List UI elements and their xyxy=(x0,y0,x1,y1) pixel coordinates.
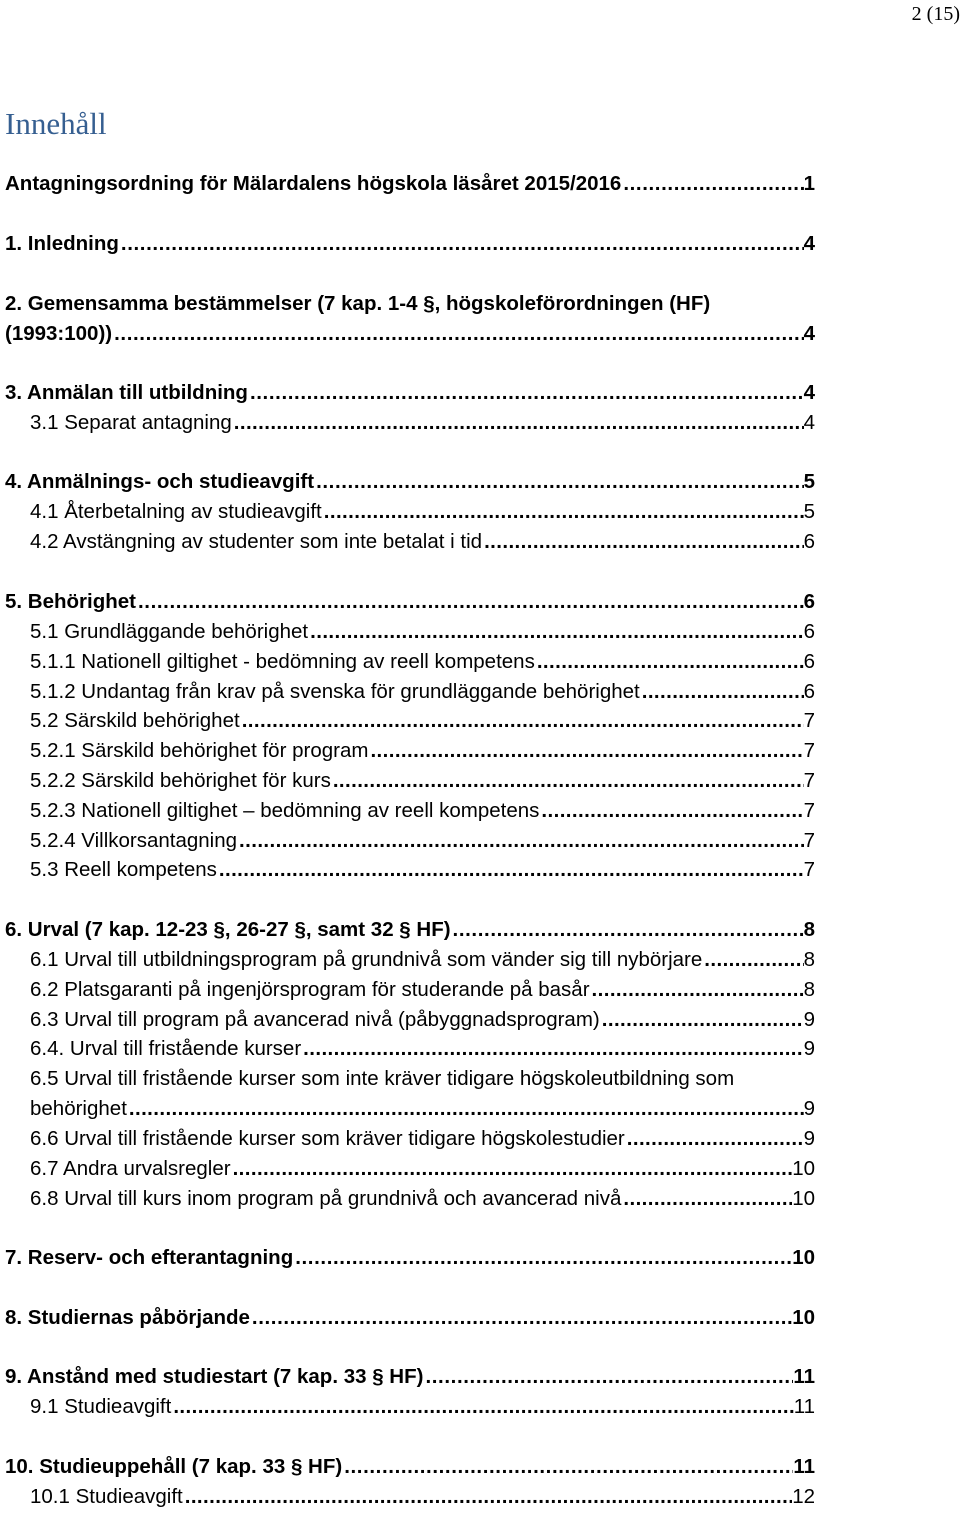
toc-entry-page: 6 xyxy=(803,620,815,643)
toc-dot-leader xyxy=(136,587,804,617)
toc-entry[interactable] xyxy=(0,1392,960,1422)
toc-entry-page: 4 xyxy=(803,322,815,345)
toc-entry-page: 11 xyxy=(793,1395,815,1418)
toc-entry[interactable] xyxy=(0,855,960,885)
toc-entry[interactable] xyxy=(0,1154,960,1184)
toc-entry-title: 7. Reserv- och efterantagning xyxy=(5,1246,294,1269)
toc-dot-leader xyxy=(331,766,804,796)
toc-entry-page: 7 xyxy=(803,769,815,792)
toc-entry-title: 4.2 Avstängning av studenter som inte betalat i tid xyxy=(30,530,483,553)
toc-entry[interactable] xyxy=(0,796,960,826)
page-number: 2 (15) xyxy=(911,3,960,25)
toc-entry[interactable] xyxy=(0,1064,960,1094)
toc-entry-page: 6 xyxy=(803,680,815,703)
toc-entry-page: 7 xyxy=(803,709,815,732)
toc-entry[interactable] xyxy=(0,1005,960,1035)
toc-entry[interactable] xyxy=(0,766,960,796)
toc-dot-leader xyxy=(250,1303,792,1333)
toc-entry-page: 4 xyxy=(803,232,815,255)
toc-entry-page: 6 xyxy=(803,530,815,553)
toc-entry-page: 12 xyxy=(792,1485,815,1508)
toc-entry-title: 5.2 Särskild behörighet xyxy=(30,709,240,732)
toc-entry-title: 6.7 Andra urvalsregler xyxy=(30,1157,231,1180)
toc-entry[interactable] xyxy=(0,527,960,557)
toc-entry-title: 5.1 Grundläggande behörighet xyxy=(30,620,309,643)
toc-entry-page: 9 xyxy=(803,1127,815,1150)
toc-entry-page: 4 xyxy=(803,411,815,434)
toc-dot-leader xyxy=(423,1362,793,1392)
toc-entry-page: 11 xyxy=(793,1365,815,1388)
toc-entry-page: 11 xyxy=(793,1455,815,1478)
toc-entry[interactable] xyxy=(0,289,960,319)
toc-entry[interactable] xyxy=(0,408,960,438)
toc-entry[interactable] xyxy=(0,229,960,259)
toc-entry-title: 6.8 Urval till kurs inom program på grundnivå och avancerad nivå xyxy=(30,1187,622,1210)
toc-dot-leader xyxy=(248,378,804,408)
toc-entry-title: 9. Anstånd med studiestart (7 kap. 33 § HF) xyxy=(5,1365,424,1388)
toc-entry-title: 9.1 Studieavgift xyxy=(30,1395,172,1418)
toc-entry-title: 4. Anmälnings- och studieavgift xyxy=(5,470,315,493)
toc-entry-page: 8 xyxy=(803,948,815,971)
toc-dot-leader xyxy=(237,826,804,856)
toc-dot-leader xyxy=(171,1392,793,1422)
toc-entry-page: 7 xyxy=(803,799,815,822)
toc-entry[interactable] xyxy=(0,677,960,707)
toc-entry-page: 7 xyxy=(803,829,815,852)
toc-dot-leader xyxy=(342,1452,793,1482)
toc-entry[interactable] xyxy=(0,945,960,975)
toc-entry-title: 6.6 Urval till fristående kurser som kräver tidigare högskolestudier xyxy=(30,1127,625,1150)
toc-entry-title: 6.5 Urval till fristående kurser som inte kräver tidigare högskoleutbildning som xyxy=(30,1067,735,1090)
toc-dot-leader xyxy=(119,229,804,259)
toc-entry-page: 1 xyxy=(803,172,815,195)
toc-entry-title: behörighet xyxy=(30,1097,127,1120)
toc-entry[interactable] xyxy=(0,1034,960,1064)
toc-entry-title: 5.2.1 Särskild behörighet för program xyxy=(30,739,369,762)
toc-entry[interactable] xyxy=(0,647,960,677)
toc-dot-leader xyxy=(368,736,803,766)
toc-dot-leader xyxy=(621,1184,792,1214)
toc-entry-title: 4.1 Återbetalning av studieavgift xyxy=(30,500,322,523)
toc-entry[interactable] xyxy=(0,1303,960,1333)
toc-entry[interactable] xyxy=(0,826,960,856)
toc-entry-page: 6 xyxy=(803,650,815,673)
toc-entry-page: 6 xyxy=(803,590,815,613)
toc-entry-title: 6.2 Platsgaranti på ingenjörsprogram för studerande på basår xyxy=(30,978,590,1001)
toc-dot-leader xyxy=(127,1094,804,1124)
toc-dot-leader xyxy=(217,855,804,885)
toc-dot-leader xyxy=(451,915,804,945)
toc-entry-title: 5.2.2 Särskild behörighet för kurs xyxy=(30,769,331,792)
toc-dot-leader xyxy=(640,677,804,707)
toc-entry[interactable] xyxy=(0,1184,960,1214)
toc-entry[interactable] xyxy=(0,467,960,497)
toc-entry-page: 5 xyxy=(803,500,815,523)
toc-entry[interactable] xyxy=(0,1482,960,1512)
toc-dot-leader xyxy=(231,1154,793,1184)
toc-entry-page: 10 xyxy=(792,1187,815,1210)
toc-dot-leader xyxy=(240,706,804,736)
toc-dot-leader xyxy=(702,945,803,975)
toc-entry[interactable] xyxy=(0,169,960,199)
toc-entry-title: 8. Studiernas påbörjande xyxy=(5,1306,250,1329)
toc-entry-title: Antagningsordning för Mälardalens högskola läsåret 2015/2016 xyxy=(5,172,622,195)
toc-entry-title: 5.1.2 Undantag från krav på svenska för grundläggande behörighet xyxy=(30,680,640,703)
toc-entry-title: 5.2.3 Nationell giltighet – bedömning av reell kompetens xyxy=(30,799,540,822)
toc-entry[interactable] xyxy=(0,378,960,408)
toc-entry-title: 1. Inledning xyxy=(5,232,119,255)
toc-entry-page: 7 xyxy=(803,739,815,762)
toc-entry-title: 5.1.1 Nationell giltighet - bedömning av reell kompetens xyxy=(30,650,535,673)
toc-dot-leader xyxy=(301,1034,803,1064)
toc-entry[interactable] xyxy=(0,975,960,1005)
toc-dot-leader xyxy=(293,1243,792,1273)
toc-entry-page: 9 xyxy=(803,1008,815,1031)
toc-entry[interactable] xyxy=(0,1124,960,1154)
toc-entry-page: 7 xyxy=(803,858,815,881)
toc-entry[interactable] xyxy=(0,497,960,527)
toc-entry-page: 10 xyxy=(792,1246,815,1269)
toc-dot-leader xyxy=(314,467,804,497)
toc-entry-title: 5.2.4 Villkorsantagning xyxy=(30,829,238,852)
toc-entry-page: 10 xyxy=(792,1306,815,1329)
toc-entry[interactable] xyxy=(0,706,960,736)
toc-entry-title: 6.1 Urval till utbildningsprogram på grundnivå som vänder sig till nybörjare xyxy=(30,948,703,971)
toc-entry-title: 10. Studieuppehåll (7 kap. 33 § HF) xyxy=(5,1455,343,1478)
toc-dot-leader xyxy=(308,617,803,647)
toc-dot-leader xyxy=(183,1482,792,1512)
toc-entry[interactable] xyxy=(0,319,960,349)
toc-entry-page: 9 xyxy=(803,1037,815,1060)
toc-dot-leader xyxy=(625,1124,804,1154)
toc-dot-leader xyxy=(621,169,803,199)
toc-entry-title: 5. Behörighet xyxy=(5,590,136,613)
toc-entry-title: 6. Urval (7 kap. 12-23 §, 26-27 §, samt 32 § HF) xyxy=(5,918,451,941)
toc-dot-leader xyxy=(232,408,804,438)
toc-entry[interactable] xyxy=(0,1362,960,1392)
toc-entry-title: 6.3 Urval till program på avancerad nivå (påbyggnadsprogram) xyxy=(30,1008,600,1031)
toc-entry[interactable] xyxy=(0,1243,960,1273)
toc-dot-leader xyxy=(590,975,804,1005)
toc-entry-page: 5 xyxy=(803,470,815,493)
toc-entry[interactable] xyxy=(0,1094,960,1124)
toc-dot-leader xyxy=(322,497,804,527)
toc-entry-page: 9 xyxy=(803,1097,815,1120)
toc-entry-page: 4 xyxy=(803,381,815,404)
toc-dot-leader xyxy=(539,796,803,826)
toc-title: Innehåll xyxy=(5,106,107,141)
toc-entry[interactable] xyxy=(0,915,960,945)
toc-entry-title: 10.1 Studieavgift xyxy=(30,1485,183,1508)
toc-dot-leader xyxy=(600,1005,804,1035)
toc-entry[interactable] xyxy=(0,617,960,647)
toc-dot-leader xyxy=(112,319,803,349)
toc-entry[interactable] xyxy=(0,736,960,766)
toc-entry-page: 8 xyxy=(803,918,815,941)
toc-dot-leader xyxy=(535,647,804,677)
toc-dot-leader xyxy=(482,527,804,557)
toc-entry-title: 3. Anmälan till utbildning xyxy=(5,381,248,404)
toc-entry-title: 2. Gemensamma bestämmelser (7 kap. 1-4 §, högskoleförordningen (HF) xyxy=(5,292,711,315)
toc-entry-title: 5.3 Reell kompetens xyxy=(30,858,217,881)
toc-entry[interactable] xyxy=(0,1452,960,1482)
toc-entry-title: 6.4. Urval till fristående kurser xyxy=(30,1037,302,1060)
toc-entry-page: 10 xyxy=(792,1157,815,1180)
toc-entry-page: 8 xyxy=(803,978,815,1001)
toc-entry-title: (1993:100)) xyxy=(5,322,113,345)
toc-entry-title: 3.1 Separat antagning xyxy=(30,411,232,434)
toc-entry[interactable] xyxy=(0,587,960,617)
